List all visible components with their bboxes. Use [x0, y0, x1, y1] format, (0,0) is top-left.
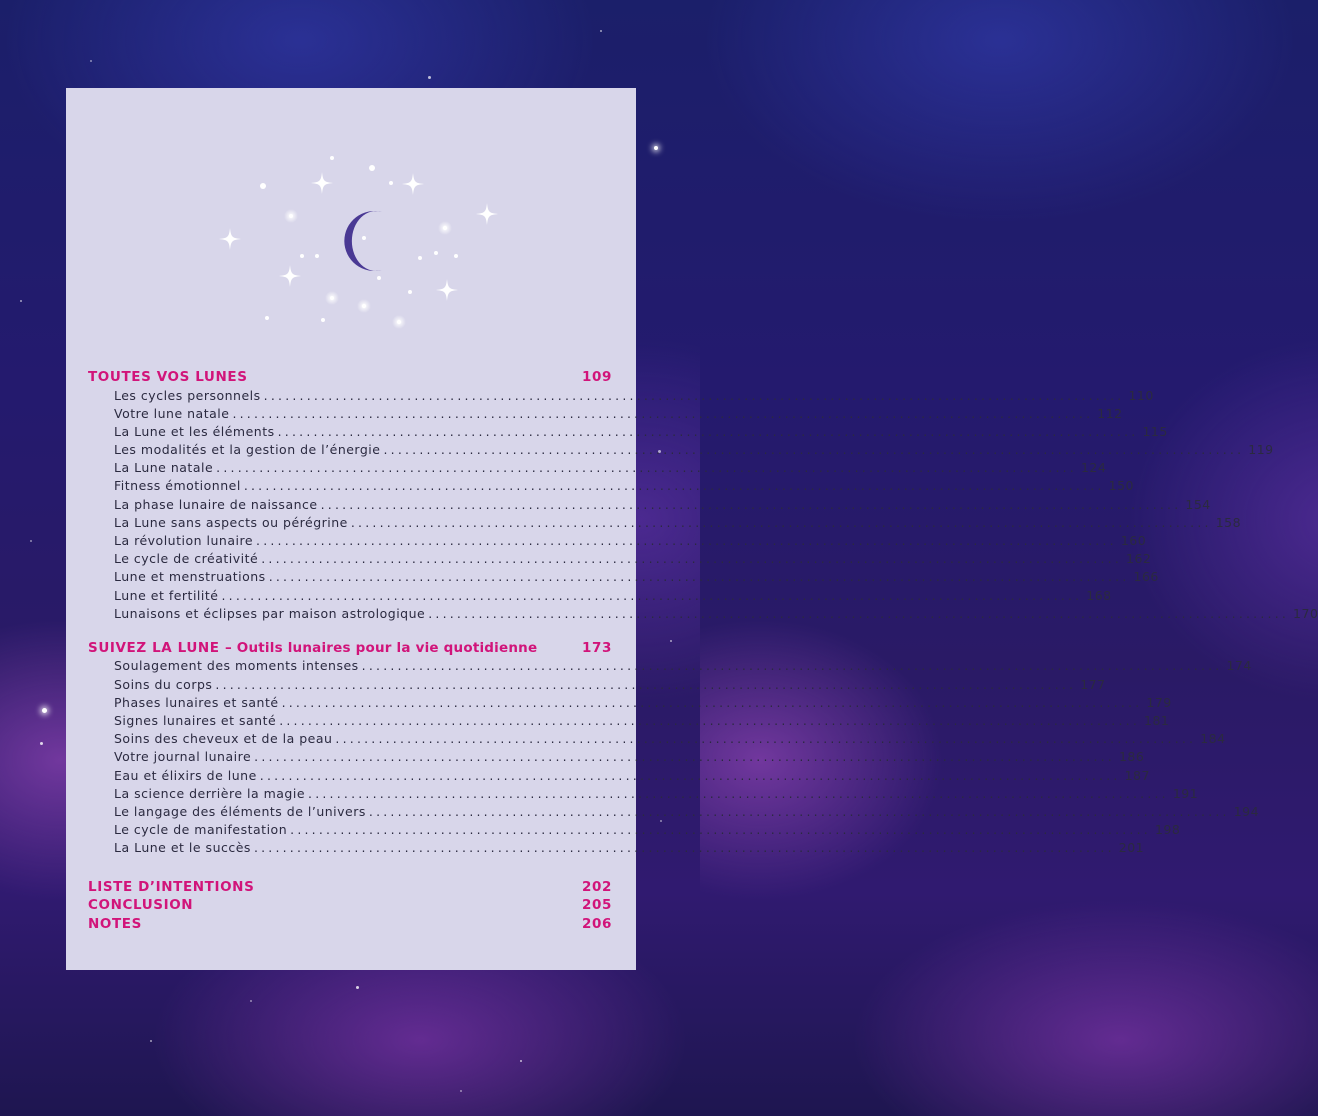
- toc-section-heading[interactable]: [88, 368, 612, 387]
- toc-entry-page: 150: [1108, 478, 1134, 494]
- toc-entry-label: Votre journal lunaire: [114, 749, 252, 765]
- toc-entry-page: 154: [1185, 496, 1211, 512]
- toc-entry-page: 184: [1200, 731, 1226, 747]
- table-of-contents: [88, 368, 1318, 933]
- toc-entry-page: 160: [1120, 533, 1147, 548]
- toc-entry[interactable]: [88, 730, 1226, 748]
- toc-entry[interactable]: [88, 748, 1145, 766]
- dot-leader: ........................................................................................................................: [253, 840, 1115, 856]
- dot-leader: ........................................................................................................................: [361, 658, 1223, 674]
- bg-star-icon: [600, 30, 602, 32]
- sparkle-star-icon: [476, 203, 498, 225]
- section-entries: [88, 657, 1260, 857]
- section-entries: [88, 387, 1318, 623]
- glow-dots: [260, 156, 458, 329]
- toc-entry-label: Eau et élixirs de lune: [114, 767, 257, 783]
- toc-entry-page: 177: [1080, 676, 1106, 692]
- dot-leader: ........................................................................................................................: [216, 460, 1077, 476]
- toc-entry[interactable]: [88, 423, 1168, 441]
- moon-illustration: [66, 88, 636, 348]
- toc-entry-page: 170: [1293, 605, 1318, 621]
- bg-star-icon: [20, 300, 22, 302]
- bg-star-icon: [520, 1060, 522, 1062]
- bg-star-icon: [150, 1040, 152, 1042]
- toc-entry-page: 112: [1097, 405, 1123, 421]
- toc-entry-label: Le langage des éléments de l’univers: [114, 803, 366, 819]
- bg-star-icon: [356, 986, 359, 989]
- toc-entry[interactable]: [88, 676, 1106, 694]
- toc-entry[interactable]: [88, 514, 1242, 532]
- toc-entry[interactable]: [88, 496, 1211, 514]
- toc-entry-label: Soins du corps: [114, 676, 213, 692]
- toc-entry-page: 194: [1233, 803, 1260, 819]
- toc-entry-label: Fitness émotionnel: [114, 478, 241, 494]
- sparkle-star-icon: [279, 265, 301, 287]
- toc-entry-label: Phases lunaires et santé: [114, 694, 279, 710]
- bg-star-icon: [428, 76, 431, 79]
- dot-leader: ........................................................................................................................: [368, 803, 1230, 819]
- toc-section-heading[interactable]: [88, 896, 612, 915]
- dot-leader: ........................................................................................................................: [320, 496, 1182, 512]
- toc-entry-page: 166: [1133, 569, 1159, 585]
- toc-entry[interactable]: [88, 550, 1152, 568]
- sparkle-star-icon: [219, 228, 241, 250]
- toc-entry-page: 115: [1142, 423, 1168, 439]
- toc-entry[interactable]: [88, 387, 1154, 405]
- toc-entry[interactable]: [88, 441, 1274, 459]
- dot-leader: ........................................................................................................................: [261, 551, 1123, 567]
- toc-entry[interactable]: [88, 459, 1107, 477]
- dot-leader: ........................................................................................................................: [350, 514, 1212, 530]
- section-title-group: [88, 639, 537, 658]
- toc-entry[interactable]: [88, 712, 1170, 730]
- contents-panel: [66, 88, 1318, 970]
- section-title: NOTES: [88, 915, 142, 932]
- toc-entry-page: 110: [1128, 387, 1154, 403]
- toc-entry-label: Les modalités et la gestion de l’énergie: [114, 442, 381, 458]
- bg-star-icon: [30, 540, 32, 542]
- section-subtitle: – Outils lunaires pour la vie quotidienne: [224, 639, 538, 656]
- section-page: 202: [582, 878, 612, 895]
- toc-entry-label: La Lune natale: [114, 460, 214, 476]
- toc-entry-label: Lune et fertilité: [114, 587, 219, 603]
- dot-leader: ........................................................................................................................: [256, 533, 1117, 548]
- dot-leader: ........................................................................................................................: [232, 405, 1094, 421]
- toc-entry[interactable]: [88, 821, 1181, 839]
- toc-entry[interactable]: [88, 803, 1260, 821]
- bg-star-icon: [42, 708, 47, 713]
- dot-leader: ........................................................................................................................: [277, 423, 1139, 439]
- toc-entry-page: 181: [1144, 713, 1170, 728]
- toc-entry[interactable]: [88, 839, 1145, 857]
- dot-leader: ........................................................................................................................: [281, 694, 1143, 710]
- toc-section-heading[interactable]: [88, 639, 612, 658]
- dot-leader: ........................................................................................................................: [243, 478, 1105, 494]
- toc-entry-label: Lune et menstruations: [114, 569, 266, 585]
- toc-entry-page: 174: [1226, 658, 1252, 674]
- toc-entry-label: Soins des cheveux et de la peau: [114, 731, 333, 747]
- dot-leader: ........................................................................................................................: [263, 387, 1125, 403]
- dot-leader: ........................................................................................................................: [215, 676, 1077, 692]
- toc-entry-label: La science derrière la magie: [114, 785, 306, 801]
- dot-leader: ........................................................................................................................: [428, 605, 1290, 621]
- toc-entry[interactable]: [88, 587, 1112, 605]
- dot-leader: ........................................................................................................................: [221, 587, 1083, 603]
- toc-entry-page: 201: [1118, 840, 1145, 856]
- toc-entry[interactable]: [88, 657, 1252, 675]
- toc-entry[interactable]: [88, 568, 1159, 586]
- section-page: 205: [582, 897, 612, 913]
- bg-star-icon: [90, 60, 92, 62]
- section-title: TOUTES VOS LUNES: [88, 369, 248, 385]
- toc-entry-label: Le cycle de manifestation: [114, 822, 288, 838]
- toc-entry-label: La Lune et les éléments: [114, 423, 275, 439]
- bg-star-icon: [460, 1090, 462, 1092]
- bg-star-icon: [670, 640, 672, 642]
- crescent-moon-icon: [344, 211, 382, 271]
- toc-entry[interactable]: [88, 767, 1150, 785]
- toc-section-heading[interactable]: [88, 878, 612, 897]
- toc-entry-page: 198: [1154, 822, 1181, 838]
- section-page: 109: [582, 369, 612, 385]
- toc-entry[interactable]: [88, 405, 1123, 423]
- toc-entry-label: La phase lunaire de naissance: [114, 496, 318, 512]
- toc-entry-label: La Lune et le succès: [114, 840, 251, 856]
- toc-entry-label: Signes lunaires et santé: [114, 713, 277, 728]
- toc-entry-page: 187: [1124, 767, 1150, 783]
- dot-leader: ........................................................................................................................: [335, 731, 1197, 747]
- bg-star-icon: [40, 742, 43, 745]
- bg-star-icon: [250, 1000, 252, 1002]
- toc-entry-label: Soulagement des moments intenses: [114, 658, 359, 674]
- toc-entry-label: Votre lune natale: [114, 405, 230, 421]
- toc-entry-page: 168: [1086, 587, 1112, 603]
- toc-entry[interactable]: [88, 532, 1147, 550]
- toc-entry-page: 191: [1172, 785, 1199, 801]
- toc-entry-page: 186: [1118, 749, 1145, 765]
- toc-entry-label: Les cycles personnels: [114, 387, 261, 403]
- sparkle-star-icon: [436, 279, 458, 301]
- dot-leader: ........................................................................................................................: [308, 785, 1169, 801]
- toc-entry-page: 179: [1146, 694, 1172, 710]
- dot-leader: ........................................................................................................................: [383, 442, 1245, 458]
- toc-entry[interactable]: [88, 785, 1199, 803]
- sparkle-star-icon: [311, 172, 333, 194]
- toc-entry-page: 119: [1248, 442, 1274, 458]
- toc-section-heading[interactable]: [88, 915, 612, 934]
- section-title: LISTE D’INTENTIONS: [88, 878, 255, 895]
- sparkle-star-icon: [402, 173, 424, 195]
- toc-entry-label: La Lune sans aspects ou pérégrine: [114, 514, 348, 530]
- dot-leader: ........................................................................................................................: [259, 767, 1121, 783]
- bg-star-icon: [654, 146, 658, 150]
- section-title: CONCLUSION: [88, 897, 194, 913]
- toc-entry[interactable]: [88, 694, 1172, 712]
- dot-leader: ........................................................................................................................: [268, 569, 1130, 585]
- toc-entry[interactable]: [88, 605, 1318, 623]
- dot-leader: ........................................................................................................................: [290, 822, 1151, 838]
- section-page: 206: [582, 915, 612, 932]
- section-title: SUIVEZ LA LUNE: [88, 639, 220, 656]
- dot-leader: ........................................................................................................................: [254, 749, 1115, 765]
- toc-entry-label: La révolution lunaire: [114, 533, 254, 548]
- toc-entry-label: Lunaisons et éclipses par maison astrologique: [114, 605, 426, 621]
- section-page: 173: [582, 639, 612, 656]
- toc-entry-page: 158: [1215, 514, 1242, 530]
- dot-leader: ........................................................................................................................: [279, 713, 1140, 728]
- toc-entry-page: 124: [1080, 460, 1107, 476]
- toc-entry-label: Le cycle de créativité: [114, 551, 259, 567]
- toc-entry[interactable]: [88, 477, 1134, 495]
- toc-entry-page: 162: [1126, 551, 1152, 567]
